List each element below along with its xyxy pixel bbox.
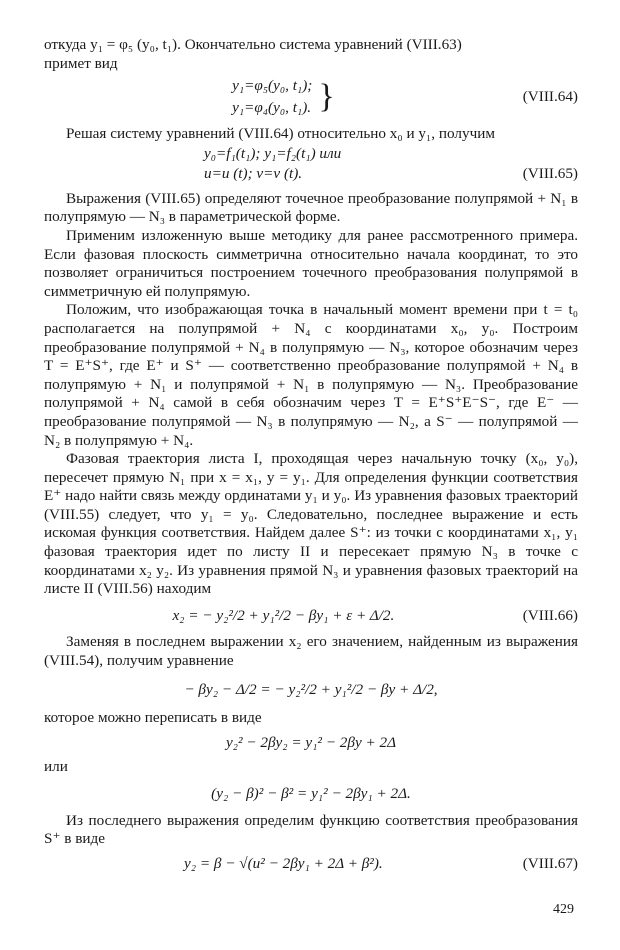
eq65-line-b: u=u (t); v=v (t). <box>204 164 303 182</box>
eq66-formula: x₂ = − y₂²/2 + y₁²/2 − βy₁ + ε + Δ/2. <box>172 606 395 624</box>
line-1: откуда y₁ = φ₅ (y₀, t₁). Окончательно система уравнений (VIII.63) <box>44 36 462 53</box>
eq65-line-a: y₀=f₁(t₁); y₁=f₂(t₁) или <box>204 144 342 162</box>
eq-c-formula: y₂² − 2βy₂ = y₁² − 2βy + 2Δ <box>225 733 397 751</box>
equation-c <box>44 734 578 753</box>
paragraph-6: Заменяя в последнем выражении x₂ его значением, найденным из выражения (VIII.54), получим уравнение <box>44 633 578 670</box>
page-body <box>44 36 578 873</box>
eq65-number: (VIII.65) <box>522 165 578 183</box>
eq64-line-a: y₁=φ₅(y₀, t₁); <box>232 77 313 95</box>
equation-b <box>44 681 578 700</box>
paragraph-2: Выражения (VIII.65) определяют точечное преобразование полупрямой + N₁ в полупрямую — N₃ в параметрической форме. <box>44 189 578 226</box>
paragraph-9: Из последнего выражения определим функцию соответствия преобразования S⁺ в виде <box>44 811 578 848</box>
eq64-number: (VIII.64) <box>522 87 578 105</box>
eq-d-formula: (y₂ − β)² − β² = y₁² − 2βy₁ + 2Δ. <box>211 785 411 802</box>
paragraph-8: или <box>44 758 68 776</box>
paragraph-1: Решая систему уравнений (VIII.64) относительно x₀ и y₁, получим <box>66 125 495 143</box>
equation-d <box>44 785 578 804</box>
eq67-formula: y₂ = β − √(u² − 2βy₁ + 2Δ + β²). <box>184 854 383 872</box>
equation-67 <box>44 855 578 874</box>
eq64-line-b: y₁=φ₄(y₀, t₁). <box>232 99 312 117</box>
equation-66 <box>44 607 578 626</box>
eq-b-formula: − βy₂ − Δ/2 = − y₂²/2 + y₁²/2 − βy + Δ/2, <box>184 680 438 698</box>
paragraph-4: Положим, что изображающая точка в начальный момент времени при t = t₀ располагается на полупрямой + N₄ с координатами x₀, y₀. Построим преобразование полупрямой + N₄ в полупрямую — N₃, которое обозначим через T = E⁺S⁺, где E⁺ и S⁺ — соответственно преобразование полупрямой + N₄ в полупрямую + N₁ и полупрямой + N₁ в полупрямую — N₃. Преобразование полупрямой + N₄ самой в себя обозначим через T = E⁺S⁺E⁻S⁻, где E⁻ — преобразование полупрямой — N₃ в полупрямую — N₂, а S⁻ — полупрямой — N₂ в полупрямую + N₄. <box>44 301 578 449</box>
line-2: примет вид <box>44 54 118 72</box>
eq67-number: (VIII.67) <box>522 854 578 872</box>
equation-64 <box>44 75 578 119</box>
paragraph-5: Фазовая траектория листа I, проходящая через начальную точку (x₀, y₀), пересечет прямую N₁ при x = x₁, y = y₁. Для определения функции соответствия E⁺ надо найти связь между ординатами y₁ и y₀. Из уравнения фазовых траекторий (VIII.55) следует, что y₁ = y₀. Следовательно, последнее выражение и есть искомая функция соответствия. Найдем далее S⁺: из точки с координатами x₁, y₁ фазовая траектория идет по листу II и пересекает прямую N₃ в точке с координатами x₂ y₂. Из уравнения прямой N₃ и уравнения фазовых траекторий на листе II (VIII.56) находим <box>44 450 578 598</box>
brace-glyph: } <box>318 78 335 116</box>
equation-65 <box>44 144 578 184</box>
paragraph-7: которое можно переписать в виде <box>44 709 262 727</box>
page-number: 429 <box>553 902 574 917</box>
eq66-number: (VIII.66) <box>522 606 578 624</box>
paragraph-3: Применим изложенную выше методику для ранее рассмотренного примера. Если фазовая плоскость симметрична относительно начала координат, то это позволяет ограничиться построением точечного преобразования полупрямой в симметричную ей полупрямую. <box>44 226 578 300</box>
